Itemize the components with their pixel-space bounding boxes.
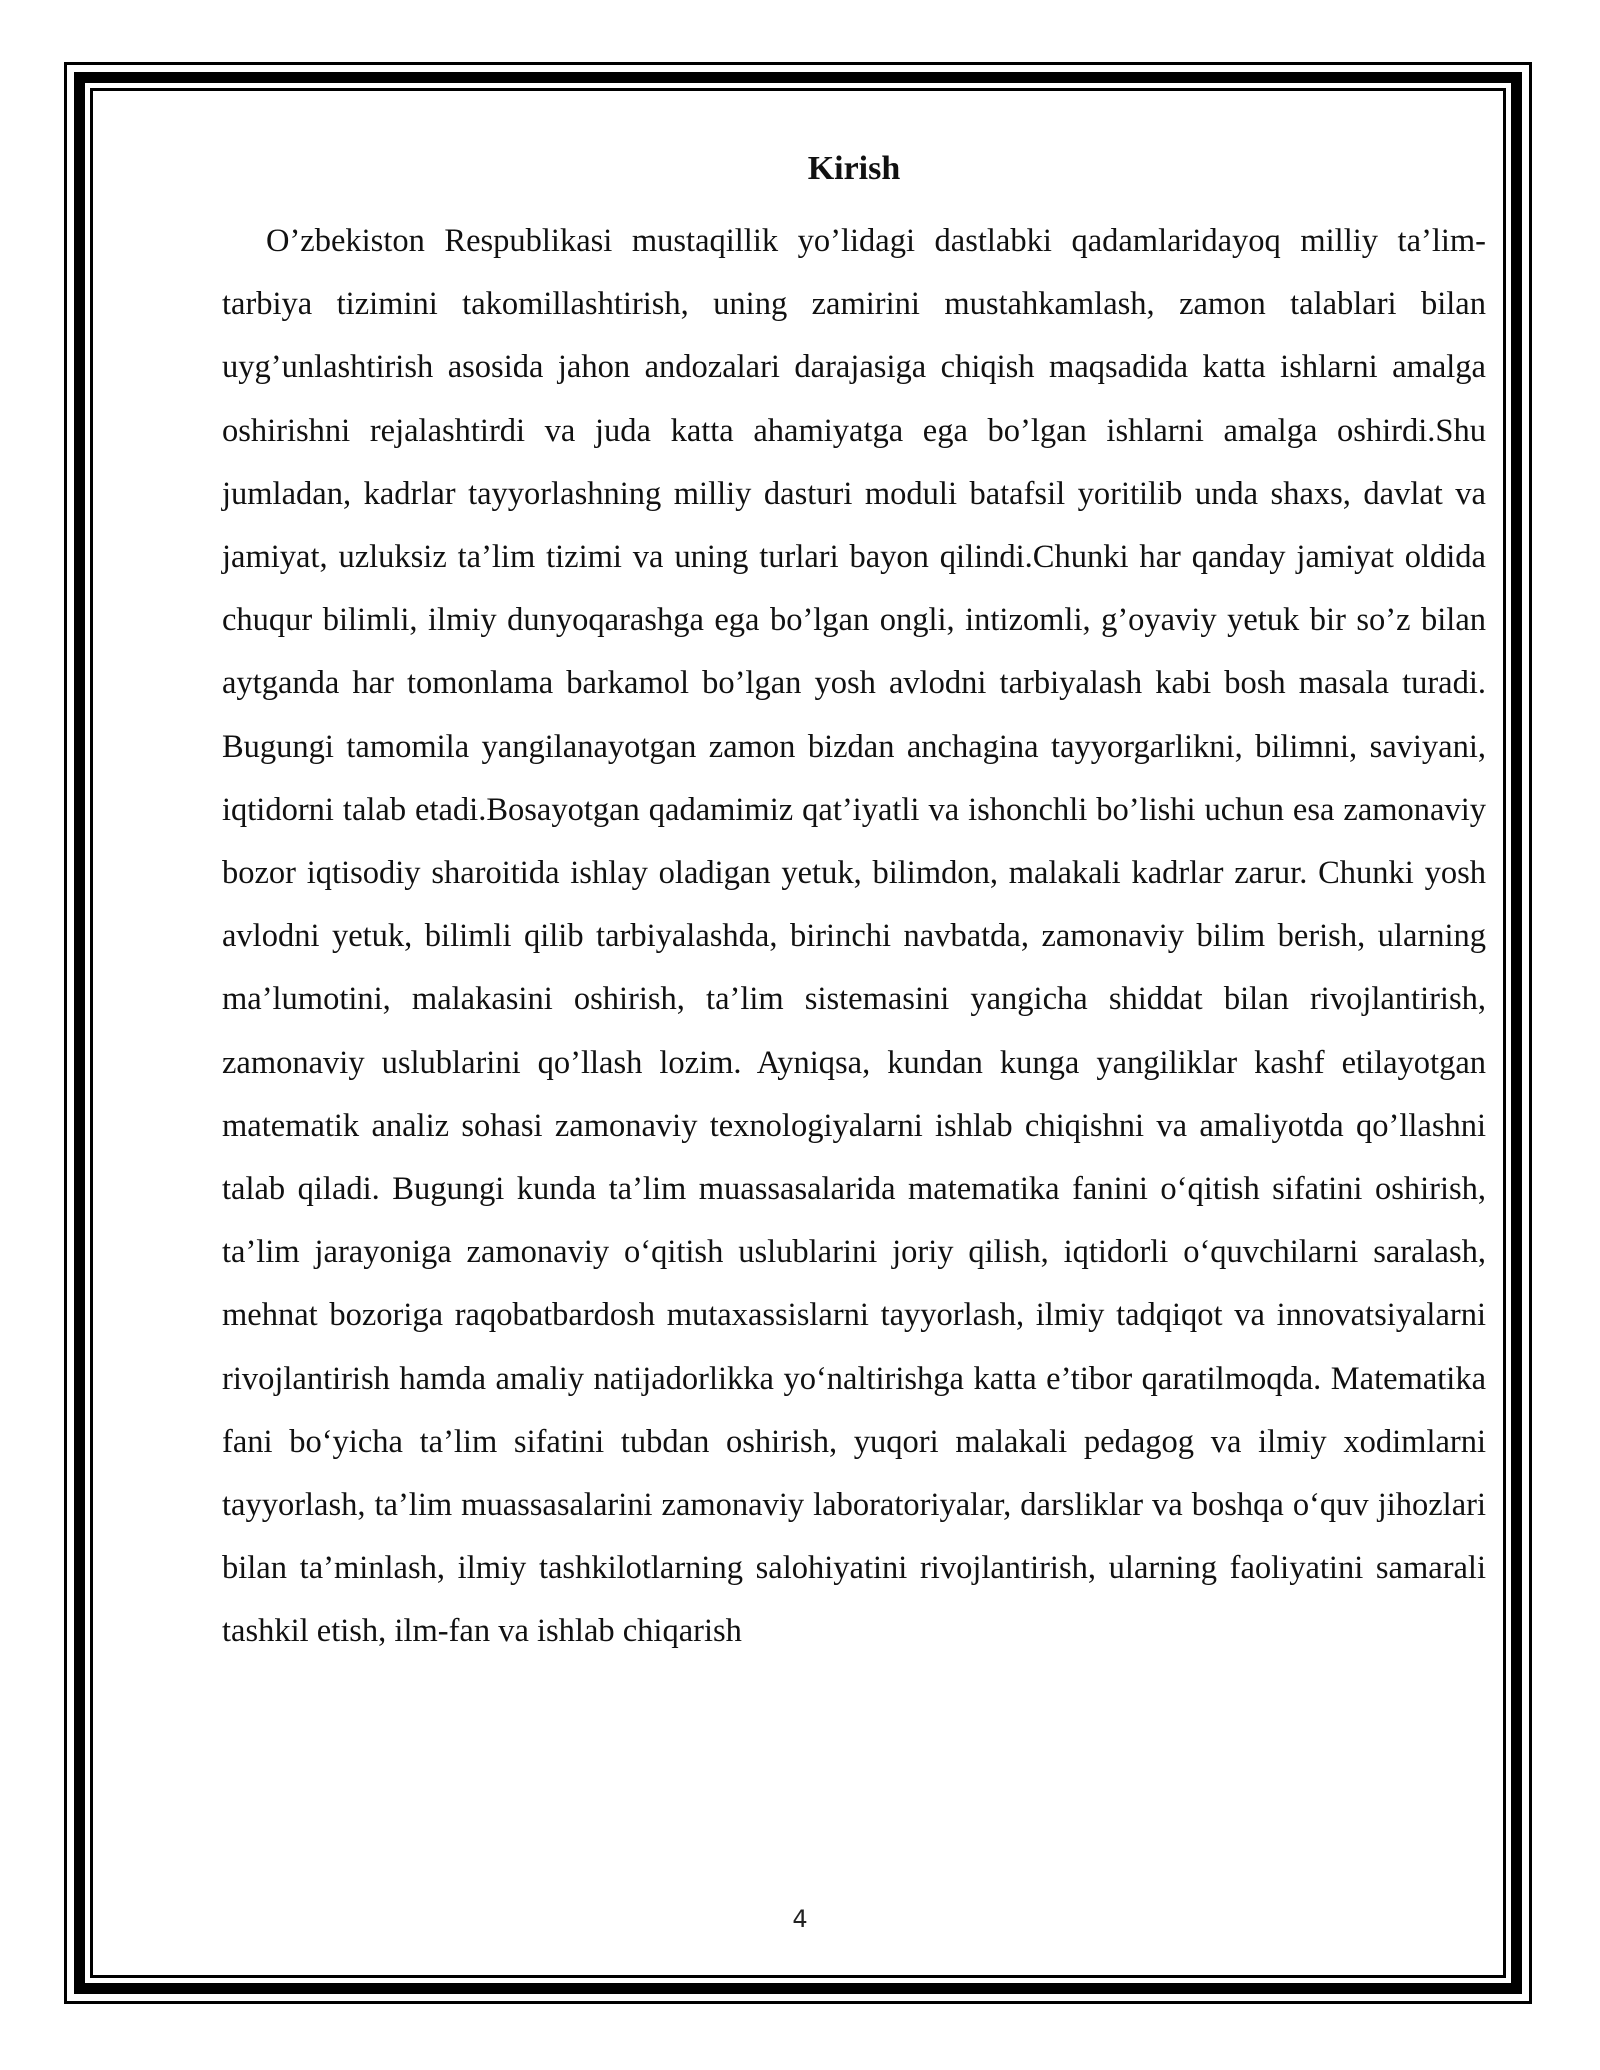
page-content bbox=[222, 142, 1486, 1664]
body-paragraph: O’zbekiston Respublikasi mustaqillik yo’lidagi dastlabki qadamlaridayoq milliy ta’lim-tarbiya tizimini takomillashtirish, uning zamirini mustahkamlash, zamon talablari bilan uyg’unlashtirish asosida jahon andozalari darajasiga chiqish maqsadida katta ishlarni amalga oshirishni rejalashtirdi va juda katta ahamiyatga ega bo’lgan ishlarni amalga oshirdi.Shu jumladan, kadrlar tayyorlashning milliy dasturi moduli batafsil yoritilib unda shaxs, davlat va jamiyat, uzluksiz ta’lim tizimi va uning turlari bayon qilindi.Chunki har qanday jamiyat oldida chuqur bilimli, ilmiy dunyoqarashga ega bo’lgan ongli, intizomli, g’oyaviy yetuk bir so’z bilan aytganda har tomonlama barkamol bo’lgan yosh avlodni tarbiyalash kabi bosh masala turadi. Bugungi tamomila yangilanayotgan zamon bizdan anchagina tayyorgarlikni, bilimni, saviyani, iqtidorni talab etadi.Bosayotgan qadamimiz qat’iyatli va ishonchli bo’lishi uchun esa zamonaviy bozor iqtisodiy sharoitida ishlay oladigan yetuk, bilimdon, malakali kadrlar zarur. Chunki yosh avlodni yetuk, bilimli qilib tarbiyalashda, birinchi navbatda, zamonaviy bilim berish, ularning ma’lumotini, malakasini oshirish, ta’lim sistemasini yangicha shiddat bilan rivojlantirish, zamonaviy uslublarini qo’llash lozim. Ayniqsa, kundan kunga yangiliklar kashf etilayotgan matematik analiz sohasi zamonaviy texnologiyalarni ishlab chiqishni va amaliyotda qo’llashni talab qiladi. Bugungi kunda ta’lim muassasalarida matematika fanini o‘qitish sifatini oshirish, ta’lim jarayoniga zamonaviy o‘qitish uslublarini joriy qilish, iqtidorli o‘quvchilarni saralash, mehnat bozoriga raqobatbardosh mutaxassislarni tayyorlash, ilmiy tadqiqot va innovatsiyalarni rivojlantirish hamda amaliy natijadorlikka yo‘naltirishga katta e’tibor qaratilmoqda. Matematika fani bo‘yicha ta’lim sifatini tubdan oshirish, yuqori malakali pedagog va ilmiy xodimlarni tayyorlash, ta’lim muassasalarini zamonaviy laboratoriyalar, darsliklar va boshqa o‘quv jihozlari bilan ta’minlash, ilmiy tashkilotlarning salohiyatini rivojlantirish, ularning faoliyatini samarali tashkil etish, ilm-fan va ishlab chiqarish bbox=[222, 223, 1486, 1650]
page-title: Kirish bbox=[807, 150, 901, 187]
page-number: 4 bbox=[792, 1905, 808, 1933]
